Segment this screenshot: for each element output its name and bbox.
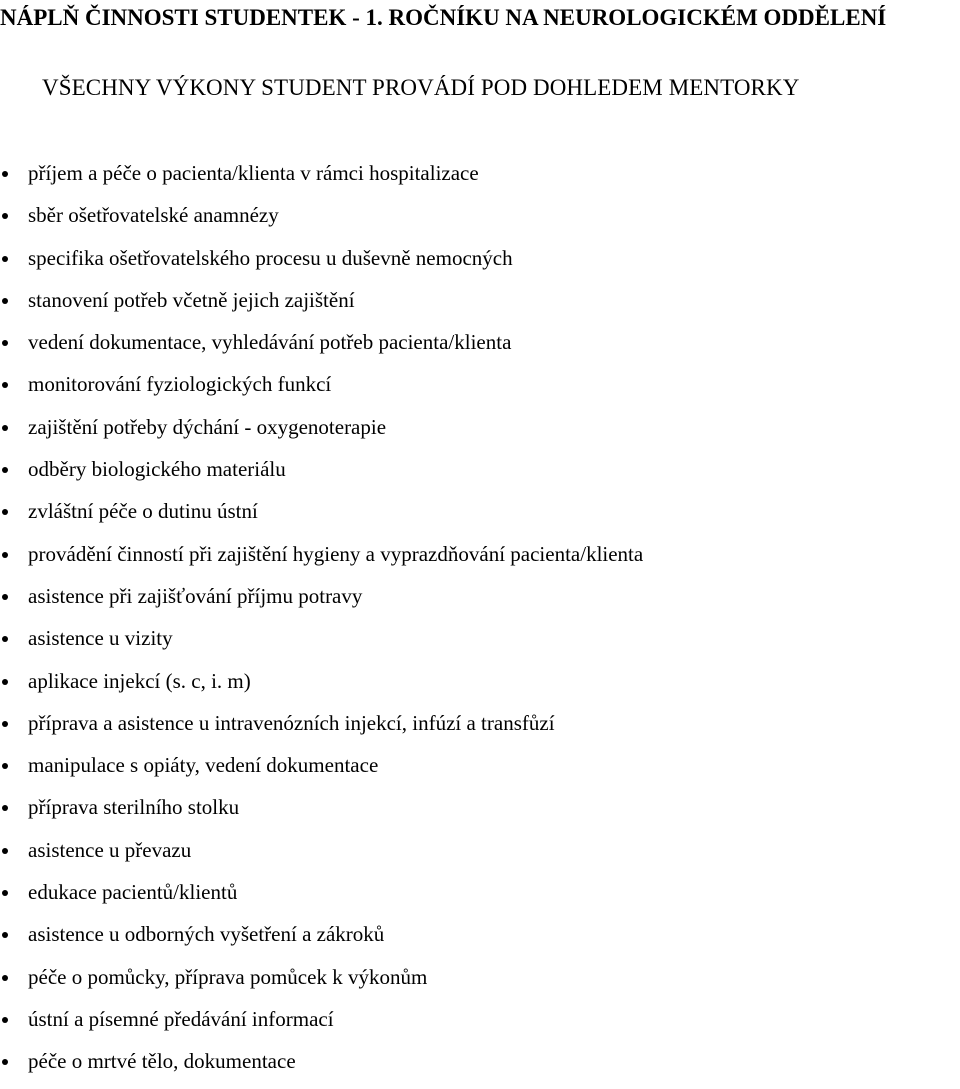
bullet-icon xyxy=(2,298,8,304)
list-item xyxy=(0,369,643,411)
list-item-text: provádění činností při zajištění hygieny a vyprazdňování pacienta/klienta xyxy=(28,541,644,566)
list-item-text: péče o pomůcky, příprava pomůcek k výkonům xyxy=(28,964,428,989)
bullet-icon xyxy=(2,171,8,177)
list-item xyxy=(0,1004,643,1046)
bullet-icon xyxy=(2,1059,8,1065)
task-list xyxy=(0,158,643,1089)
list-item-text: specifika ošetřovatelského procesu u duševně nemocných xyxy=(28,245,513,270)
list-item-text: asistence při zajišťování příjmu potravy xyxy=(28,583,363,608)
bullet-icon xyxy=(2,679,8,685)
list-item-text: asistence u vizity xyxy=(28,626,173,651)
list-item-text: odběry biologického materiálu xyxy=(28,457,286,482)
list-item xyxy=(0,581,643,623)
bullet-icon xyxy=(2,890,8,896)
bullet-icon xyxy=(2,763,8,769)
list-item-text: manipulace s opiáty, vedení dokumentace xyxy=(28,753,379,778)
list-item xyxy=(0,1046,643,1088)
list-item-text: zvláštní péče o dutinu ústní xyxy=(28,499,258,524)
list-item-text: stanovení potřeb včetně jejich zajištění xyxy=(28,287,355,312)
list-item xyxy=(0,496,643,538)
bullet-icon xyxy=(2,805,8,811)
list-item xyxy=(0,919,643,961)
list-item xyxy=(0,454,643,496)
bullet-icon xyxy=(2,636,8,642)
list-item-text: asistence u převazu xyxy=(28,837,192,862)
list-item xyxy=(0,158,643,200)
bullet-icon xyxy=(2,721,8,727)
bullet-icon xyxy=(2,425,8,431)
list-item xyxy=(0,750,643,792)
list-item-text: příprava a asistence u intravenózních injekcí, infúzí a transfůzí xyxy=(28,710,555,735)
list-item-text: edukace pacientů/klientů xyxy=(28,880,238,905)
bullet-icon xyxy=(2,932,8,938)
list-item xyxy=(0,962,643,1004)
bullet-icon xyxy=(2,1017,8,1023)
list-item xyxy=(0,792,643,834)
list-item xyxy=(0,539,643,581)
bullet-icon xyxy=(2,382,8,388)
list-item-text: asistence u odborných vyšetření a zákroků xyxy=(28,922,385,947)
bullet-icon xyxy=(2,594,8,600)
list-item-text: příprava sterilního stolku xyxy=(28,795,240,820)
list-item xyxy=(0,666,643,708)
list-item xyxy=(0,877,643,919)
bullet-icon xyxy=(2,467,8,473)
bullet-icon xyxy=(2,975,8,981)
list-item xyxy=(0,412,643,454)
list-item-text: monitorování fyziologických funkcí xyxy=(28,372,332,397)
list-item xyxy=(0,835,643,877)
document-title: NÁPLŇ ČINNOSTI STUDENTEK - 1. ROČNÍKU NA NEUROLOGICKÉM ODDĚLENÍ xyxy=(0,5,887,30)
bullet-icon xyxy=(2,552,8,558)
list-item-text: sběr ošetřovatelské anamnézy xyxy=(28,203,279,228)
bullet-icon xyxy=(2,213,8,219)
list-item-text: vedení dokumentace, vyhledávání potřeb pacienta/klienta xyxy=(28,330,512,355)
list-item xyxy=(0,708,643,750)
bullet-icon xyxy=(2,256,8,262)
list-item-text: zajištění potřeby dýchání - oxygenoterapie xyxy=(28,414,387,439)
list-item-text: aplikace injekcí (s. c, i. m) xyxy=(28,668,251,693)
document-subtitle: VŠECHNY VÝKONY STUDENT PROVÁDÍ POD DOHLEDEM MENTORKY xyxy=(42,75,800,100)
list-item-text: příjem a péče o pacienta/klienta v rámci hospitalizace xyxy=(28,161,479,185)
list-item xyxy=(0,327,643,369)
list-item xyxy=(0,623,643,665)
bullet-icon xyxy=(2,848,8,854)
bullet-icon xyxy=(2,509,8,515)
bullet-icon xyxy=(2,340,8,346)
list-item-text: ústní a písemné předávání informací xyxy=(28,1006,334,1031)
list-item-text: péče o mrtvé tělo, dokumentace xyxy=(28,1049,296,1074)
list-item xyxy=(0,285,643,327)
list-item xyxy=(0,243,643,285)
list-item xyxy=(0,200,643,242)
